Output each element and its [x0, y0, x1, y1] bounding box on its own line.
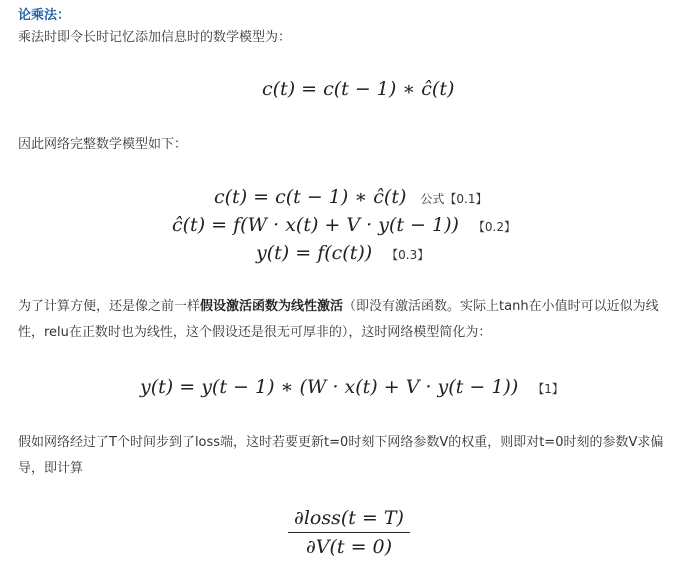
equation-0-3-formula: y(t) = f(c(t)): [256, 242, 373, 264]
equation-main: c(t) = c(t − 1) ∗ ĉ(t): [262, 78, 455, 100]
full-model-intro: 因此网络完整数学模型如下：: [18, 137, 188, 152]
backprop-paragraph: 假如网络经过了T个时间步到了loss端，这时若要更新t=0时刻下网络参数V的权重，则即对t=0时刻的参数V求偏导，即计算: [18, 435, 664, 476]
equation-0-2-tag: 【0.2】: [472, 220, 516, 234]
simplify-paragraph: [18, 294, 684, 346]
intro-text: 乘法时即令长时记忆添加信息时的数学模型为：: [18, 30, 292, 45]
equation-0-3: [256, 242, 429, 264]
simplify-text-2: （即没有激活函数。实际上tanh在小值时可以近似为线性，relu在正数时也为线性，这个假设还是很无可厚非的），这时网络模型简化为：: [18, 299, 659, 340]
equation-0-1-formula: c(t) = c(t − 1) ∗ ĉ(t): [214, 186, 407, 208]
equation-0-2: [172, 214, 516, 236]
simplify-text-1: 为了计算方便，还是像之前一样: [18, 299, 201, 314]
equation-0-2-formula: ĉ(t) = f(W · x(t) + V · y(t − 1)): [172, 214, 459, 236]
equation-0-1: [214, 186, 487, 208]
equation-1-formula: y(t) = y(t − 1) ∗ (W · x(t) + V · y(t − 1)): [140, 376, 519, 398]
equation-1: [140, 376, 564, 398]
section-heading: 论乘法：: [18, 8, 71, 23]
equation-1-tag: 【1】: [532, 382, 564, 396]
simplify-bold-assumption: 假设激活函数为线性激活: [200, 299, 344, 314]
equation-0-1-tag: 公式【0.1】: [420, 192, 488, 206]
partial-derivative-fraction: [288, 505, 410, 559]
equation-0-3-tag: 【0.3】: [386, 248, 430, 262]
fraction-denominator: ∂V(t = 0): [305, 536, 393, 558]
fraction-numerator: ∂loss(t = T): [294, 507, 404, 529]
fraction-bar: [288, 532, 410, 533]
